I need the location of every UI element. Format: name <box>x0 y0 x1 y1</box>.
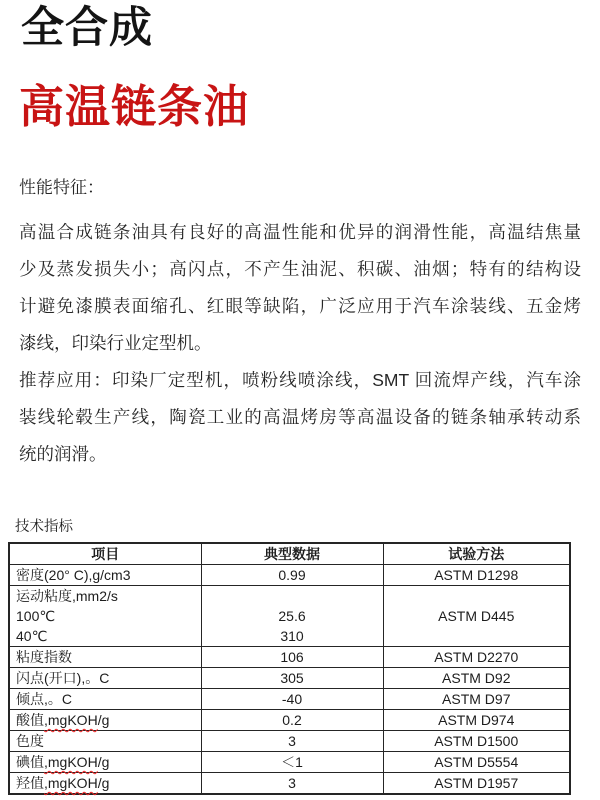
viscosity-40c-label: 40℃ <box>16 628 48 644</box>
value-cell <box>201 586 383 647</box>
spec-table <box>8 542 571 795</box>
value-cell: 3 <box>201 773 383 795</box>
viscosity-label: 运动粘度,mm2/s <box>16 588 118 604</box>
features-heading: 性能特征： <box>19 178 104 197</box>
features-paragraph <box>19 214 581 362</box>
product-name-title: 高温链条油 <box>19 81 250 132</box>
item-cell: 倾点,。C <box>9 689 201 710</box>
method-cell: ASTM D2270 <box>383 647 570 668</box>
item-cell: 酸值,mgKOH/g <box>9 710 201 731</box>
features-line: 高温合成链条油具有良好的高温性能和优异的润滑性能，高温结焦量 <box>19 222 581 242</box>
spec-table-caption: 技术指标 <box>15 519 73 535</box>
method-cell: ASTM D974 <box>383 710 570 731</box>
value-cell: ＜1 <box>201 752 383 773</box>
table-row-flash-point <box>9 668 570 689</box>
table-row-density <box>9 565 570 586</box>
column-header-item: 项目 <box>9 543 201 565</box>
table-row-pour-point <box>9 689 570 710</box>
value-cell: 0.99 <box>201 565 383 586</box>
product-series-title: 全合成 <box>21 4 153 52</box>
spec-table-header-row <box>9 543 570 565</box>
item-cell <box>9 586 201 647</box>
value-cell: 3 <box>201 731 383 752</box>
table-row-viscosity <box>9 586 570 647</box>
item-cell: 粘度指数 <box>9 647 201 668</box>
applications-paragraph <box>19 362 581 473</box>
item-cell: 羟值,mgKOH/g <box>9 773 201 795</box>
features-line: 少及蒸发损失小；高闪点，不产生油泥、积碳、油烟；特有的结构设 <box>19 259 581 279</box>
item-cell: 碘值,mgKOH/g <box>9 752 201 773</box>
table-row-color <box>9 731 570 752</box>
table-row-hydroxyl-value <box>9 773 570 795</box>
value-cell: 305 <box>201 668 383 689</box>
item-cell: 密度(20° C),g/cm3 <box>9 565 201 586</box>
viscosity-100c-label: 100℃ <box>16 608 56 624</box>
method-cell: ASTM D1957 <box>383 773 570 795</box>
item-cell: 闪点(开口),。C <box>9 668 201 689</box>
method-cell <box>383 586 570 647</box>
column-header-test-method: 试验方法 <box>383 543 570 565</box>
features-line: 漆线，印染行业定型机。 <box>19 333 212 353</box>
column-header-typical-data: 典型数据 <box>201 543 383 565</box>
value-cell: -40 <box>201 689 383 710</box>
viscosity-40c-value: 310 <box>280 628 304 644</box>
item-cell: 色度 <box>9 731 201 752</box>
method-cell: ASTM D1500 <box>383 731 570 752</box>
viscosity-method: ASTM D445 <box>438 608 515 624</box>
value-cell: 106 <box>201 647 383 668</box>
method-cell: ASTM D1298 <box>383 565 570 586</box>
method-cell: ASTM D92 <box>383 668 570 689</box>
table-row-iodine-value <box>9 752 570 773</box>
value-cell: 0.2 <box>201 710 383 731</box>
applications-line: 统的润滑。 <box>19 444 107 464</box>
table-row-acid-value <box>9 710 570 731</box>
applications-line: 推荐应用：印染厂定型机，喷粉线喷涂线，SMT 回流焊产线，汽车涂 <box>19 370 581 390</box>
method-cell: ASTM D5554 <box>383 752 570 773</box>
spellcheck-underline: ,mgKOH <box>44 712 98 728</box>
spellcheck-underline: ,mgKOH <box>44 775 98 791</box>
table-row-viscosity-index <box>9 647 570 668</box>
applications-line: 装线轮毂生产线，陶瓷工业的高温烤房等高温设备的链条轴承转动系 <box>19 407 581 427</box>
spellcheck-underline: ,mgKOH <box>44 754 98 770</box>
viscosity-100c-value: 25.6 <box>278 608 306 624</box>
features-line: 计避免漆膜表面缩孔、红眼等缺陷，广泛应用于汽车涂装线、五金烤 <box>19 296 581 316</box>
method-cell: ASTM D97 <box>383 689 570 710</box>
